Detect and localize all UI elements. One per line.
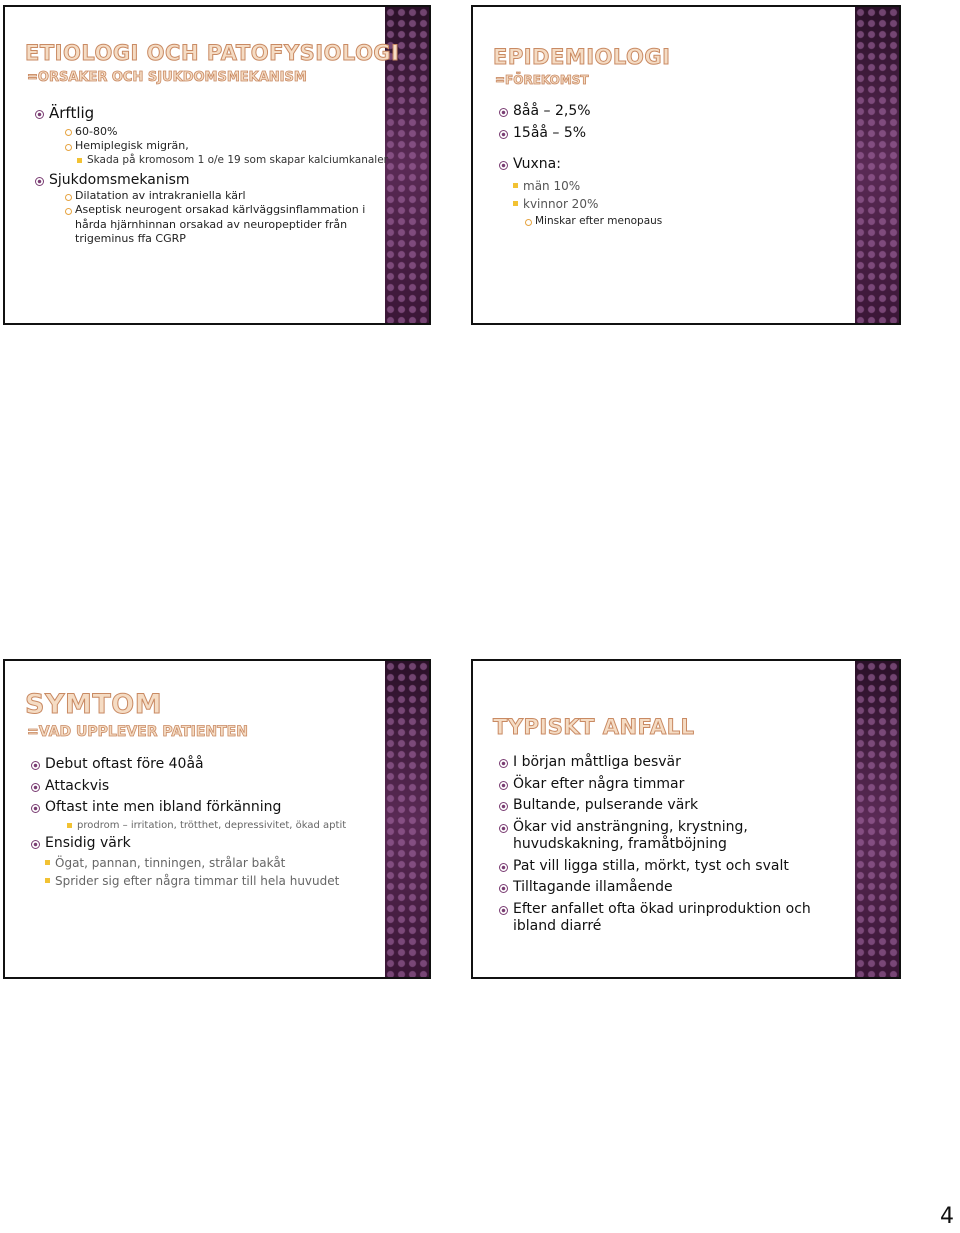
- bullet-item: Bultande, pulserande värk: [499, 797, 855, 815]
- slide-subtitle: =VAD UPPLEVER PATIENTEN: [27, 724, 248, 740]
- bullet-item: I början måttliga besvär: [499, 754, 855, 772]
- bullet-item: Efter anfallet ofta ökad urinproduktion och ibland diarré: [499, 901, 855, 936]
- bullet-item: prodrom – irritation, trötthet, depressivitet, ökad aptit: [77, 819, 401, 833]
- bullet-item: Ökar vid ansträngning, krystning, huvudskakning, framåtböjning: [499, 819, 855, 854]
- slide-etiologi: [3, 5, 431, 325]
- bullet-item: Hemiplegisk migrän,: [75, 139, 395, 153]
- bullet-item: Debut oftast före 40åå: [31, 756, 401, 774]
- slide-content: [499, 103, 839, 228]
- slide-title: EPIDEMIOLOGI: [493, 45, 671, 69]
- slide-title: ETIOLOGI OCH PATOFYSIOLOGI: [25, 41, 400, 65]
- slide-epidemiologi: [471, 5, 901, 325]
- bullet-item: Dilatation av intrakraniella kärl: [75, 189, 395, 203]
- slide-symtom: [3, 659, 431, 979]
- bullet-item: kvinnor 20%: [523, 196, 839, 212]
- slide-title: SYMTOM: [25, 689, 163, 720]
- bullet-item: män 10%: [523, 178, 839, 194]
- slide-content: [31, 756, 401, 889]
- bullet-item: Ögat, pannan, tinningen, strålar bakåt: [55, 855, 401, 871]
- slide-decor-band: [855, 7, 899, 323]
- bullet-item: Aseptisk neurogent orsakad kärlväggsinflammation i hårda hjärnhinnan orsakad av neuropeptider från trigeminus ffa CGRP: [75, 203, 387, 246]
- slide-subtitle: =ORSAKER OCH SJUKDOMSMEKANISM: [27, 70, 307, 85]
- bullet-item: Pat vill ligga stilla, mörkt, tyst och svalt: [499, 858, 855, 876]
- bullet-item: Sjukdomsmekanism: [35, 172, 395, 190]
- bullet-item: Ensidig värk: [31, 835, 401, 853]
- slide-title: TYPISKT ANFALL: [493, 715, 695, 739]
- bullet-item: Ökar efter några timmar: [499, 776, 855, 794]
- bullet-item: 8åå – 2,5%: [499, 103, 839, 121]
- slide-subtitle: =FÖREKOMST: [495, 73, 589, 87]
- bullet-item: 60-80%: [75, 125, 395, 139]
- bullet-item: Minskar efter menopaus: [535, 214, 839, 228]
- bullet-item: Ärftlig: [35, 104, 395, 123]
- bullet-item: 15åå – 5%: [499, 125, 839, 143]
- bullet-item: Vuxna:: [499, 156, 839, 174]
- bullet-item: Skada på kromosom 1 o/e 19 som skapar kalciumkanaler: [87, 153, 395, 167]
- slide-decor-band: [855, 661, 899, 977]
- page-number: 4: [940, 1204, 954, 1229]
- slide-content: [499, 754, 855, 936]
- slide-content: [35, 104, 395, 246]
- bullet-item: Sprider sig efter några timmar till hela huvudet: [55, 873, 401, 889]
- bullet-item: Attackvis: [31, 778, 401, 796]
- bullet-item: Tilltagande illamående: [499, 879, 855, 897]
- bullet-item: Oftast inte men ibland förkänning: [31, 799, 401, 817]
- slide-typiskt-anfall: [471, 659, 901, 979]
